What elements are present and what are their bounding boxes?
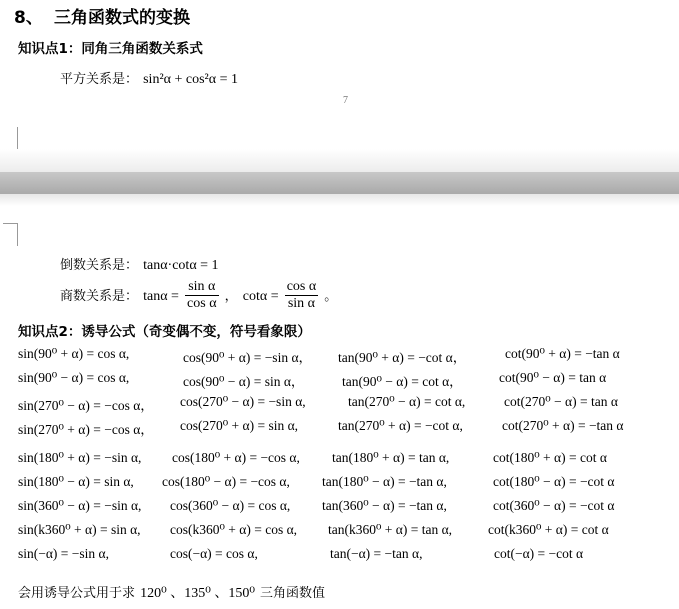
formula: tan(270⁰ + α) = −cot α, — [338, 418, 463, 433]
page-number: 7 — [343, 95, 348, 106]
fraction-denominator: cos α — [187, 296, 217, 312]
formula: sin(90⁰ − α) = cos α, — [18, 370, 130, 385]
formula: cos(270⁰ + α) = sin α, — [180, 418, 299, 433]
quotient-label: 商数关系是： — [60, 289, 139, 305]
quotient-tan-lhs: tanα = — [143, 289, 179, 305]
kp2-heading: 知识点2：诱导公式（奇变偶不变，符号看象限） — [18, 324, 311, 340]
formula: cot(90⁰ − α) = tan α — [499, 370, 607, 385]
footer-suffix: 三角函数值 — [260, 586, 326, 601]
formula: cos(90⁰ − α) = sin α， — [183, 374, 305, 389]
formula: sin(180⁰ − α) = sin α, — [18, 474, 134, 489]
quotient-separator: ， — [224, 289, 238, 305]
fraction-denominator: sin α — [287, 296, 316, 312]
formula: cos(−α) = cos α, — [170, 546, 258, 561]
formula: tan(k360⁰ + α) = tan α, — [328, 522, 453, 537]
quotient-tan-fraction — [185, 279, 219, 312]
page-corner-mark — [3, 223, 18, 246]
formula: tan(270⁰ − α) = cot α, — [348, 394, 466, 409]
formula: tan(90⁰ − α) = cot α， — [342, 374, 463, 389]
formula: cot(360⁰ − α) = −cot α — [493, 498, 615, 513]
formula: tan(180⁰ − α) = −tan α, — [322, 474, 447, 489]
page-gap-top — [0, 149, 679, 172]
formula: tan(360⁰ − α) = −tan α, — [322, 498, 447, 513]
quotient-cot-fraction — [285, 279, 319, 312]
quotient-cot-lhs: cotα = — [242, 289, 279, 305]
page-corner-mark — [3, 127, 18, 150]
formula: cot(k360⁰ + α) = cot α — [488, 522, 609, 537]
reciprocal-label: 倒数关系是： — [60, 258, 139, 273]
formula: cos(180⁰ + α) = −cos α, — [172, 450, 300, 465]
formula: cot(180⁰ + α) = cot α — [493, 450, 607, 465]
formula: tan(−α) = −tan α, — [330, 546, 423, 561]
formula: cos(180⁰ − α) = −cos α, — [162, 474, 290, 489]
section-number: 8、 — [14, 8, 43, 28]
square-formula: sin²α + cos²α = 1 — [143, 72, 238, 87]
formula: sin(−α) = −sin α, — [18, 546, 109, 561]
formula: cos(360⁰ − α) = cos α, — [170, 498, 291, 513]
formula: sin(k360⁰ + α) = sin α, — [18, 522, 141, 537]
fraction-numerator: cos α — [285, 279, 319, 296]
reciprocal-formula: tanα·cotα = 1 — [143, 258, 219, 273]
formula: cot(270⁰ − α) = tan α — [504, 394, 618, 409]
formula: cot(90⁰ + α) = −tan α — [505, 346, 620, 361]
formula: cos(90⁰ + α) = −sin α， — [183, 350, 313, 365]
formula: cos(k360⁰ + α) = cos α, — [170, 522, 298, 537]
fraction-numerator: sin α — [185, 279, 219, 296]
formula: sin(270⁰ + α) = −cos α， — [18, 422, 154, 437]
reciprocal-relation — [60, 254, 219, 274]
formula: tan(180⁰ + α) = tan α, — [332, 450, 450, 465]
formula: cot(270⁰ + α) = −tan α — [502, 418, 624, 433]
formula: cot(180⁰ − α) = −cot α — [493, 474, 615, 489]
page-gap-bottom — [0, 194, 679, 206]
formula: sin(360⁰ − α) = −sin α, — [18, 498, 142, 513]
square-label: 平方关系是： — [60, 72, 139, 87]
page-separator — [0, 172, 679, 194]
quotient-relation — [60, 279, 337, 312]
footer-angles: 120⁰ 、135⁰ 、150⁰ — [140, 586, 255, 601]
formula: tan(90⁰ + α) = −cot α， — [338, 350, 467, 365]
formula: sin(180⁰ + α) = −sin α, — [18, 450, 142, 465]
footer-note — [18, 582, 325, 602]
footer-prefix: 会用诱导公式用于求 — [18, 586, 136, 601]
formula: cot(−α) = −cot α — [494, 546, 584, 561]
kp1-heading: 知识点1：同角三角函数关系式 — [18, 41, 203, 57]
section-title: 三角函数式的变换 — [54, 8, 190, 28]
formula: sin(90⁰ + α) = cos α, — [18, 346, 130, 361]
square-relation — [60, 68, 238, 88]
quotient-end: 。 — [324, 289, 338, 305]
formula: cos(270⁰ − α) = −sin α, — [180, 394, 306, 409]
formula: sin(270⁰ − α) = −cos α， — [18, 398, 154, 413]
